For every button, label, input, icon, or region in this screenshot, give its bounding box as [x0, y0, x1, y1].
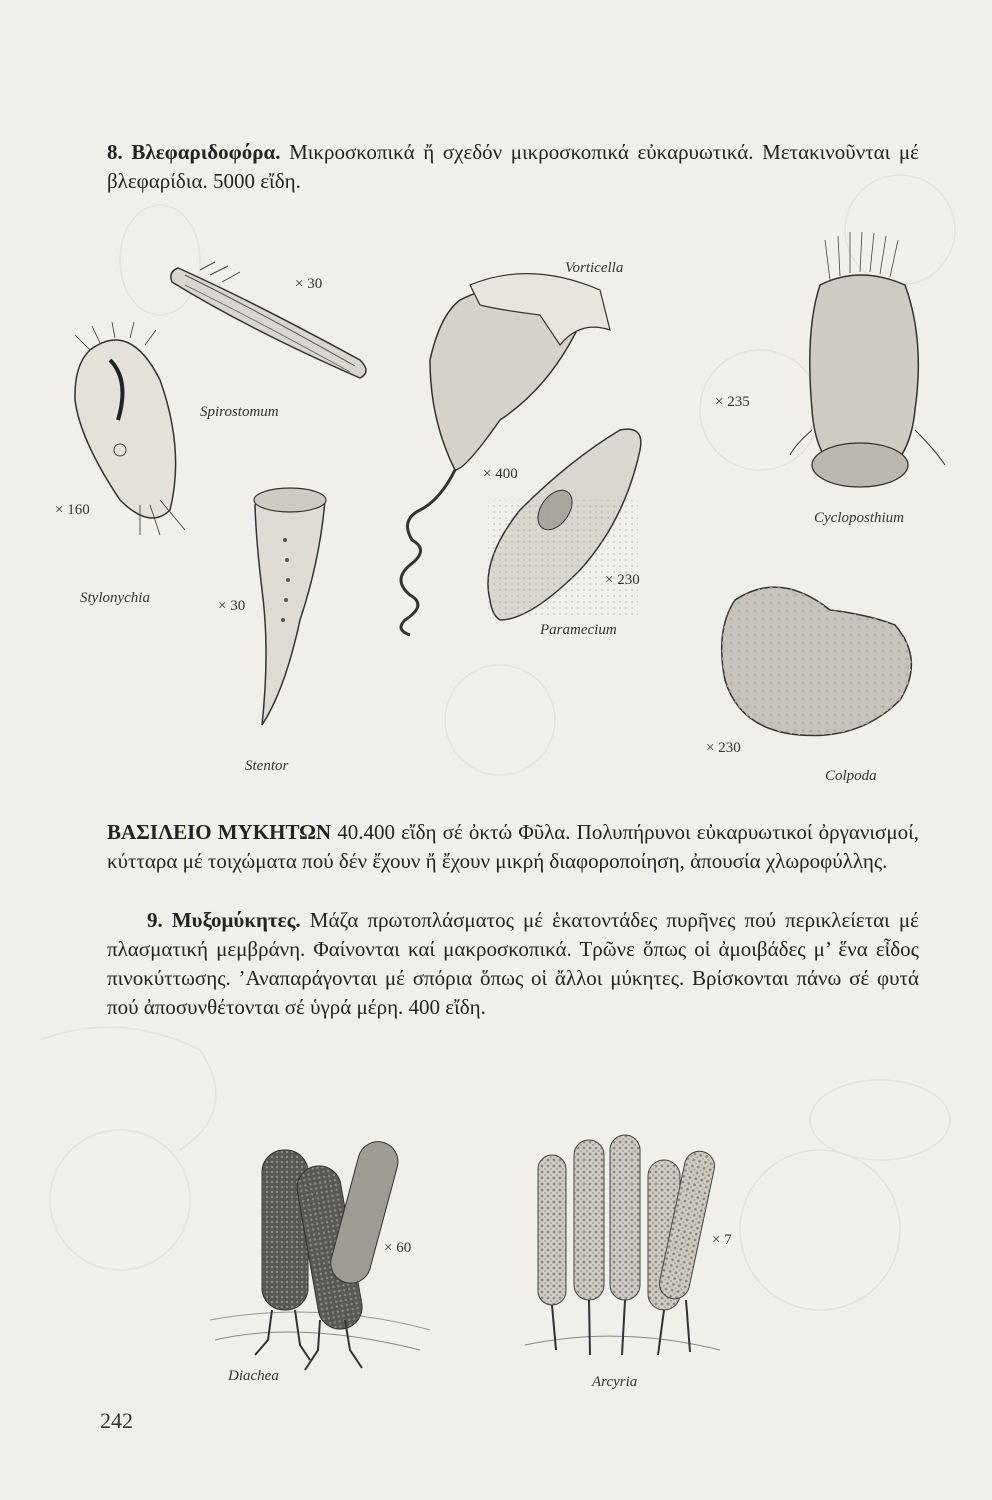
paramecium-magnification: × 230 [605, 572, 640, 588]
cycloposthium-magnification: × 235 [715, 394, 750, 410]
section-8-heading: Βλεφαριδοφόρα. [131, 140, 281, 164]
arcyria-label: Arcyria [592, 1374, 638, 1390]
section-8-number: 8. [107, 140, 123, 164]
stylonychia-label: Stylonychia [80, 590, 150, 606]
vorticella-magnification: × 400 [483, 466, 518, 482]
arcyria-drawing [525, 1135, 720, 1355]
stentor-label: Stentor [245, 758, 289, 774]
diachea-magnification: × 60 [384, 1240, 412, 1256]
stentor-magnification: × 30 [218, 598, 246, 614]
colpoda-label: Colpoda [825, 768, 877, 784]
section-8-text: Μικροσκοπικά ἤ σχεδόν μικροσκοπικά εὐκαρυωτικά. Μετακινοῦνται μέ βλεφαρίδια. 5000 εἴδη. [107, 140, 919, 193]
kingdom-heading: ΒΑΣΙΛΕΙΟ ΜΥΚΗΤΩΝ [107, 820, 332, 844]
kingdom-text: 40.400 εἴδη σέ ὀκτώ Φῦλα. Πολυπήρυνοι εὐκαρυωτικοί ὀργανισμοί, κύτταρα μέ τοιχώματα πού δέν ἔχουν ἤ ἔχουν μικρή διαφοροποίηση, ἀπουσία χλωροφύλλης. [107, 820, 920, 873]
spirostomum-label: Spirostomum [200, 404, 279, 420]
colpoda-magnification: × 230 [706, 740, 741, 756]
page-number: 242 [100, 1408, 133, 1433]
section-9-number: 9. [147, 908, 163, 932]
paramecium-label: Paramecium [540, 622, 617, 638]
spirostomum-magnification: × 30 [295, 276, 323, 292]
stylonychia-magnification: × 160 [55, 502, 90, 518]
section-9-text: Μάζα πρωτοπλάσματος μέ ἑκατοντάδες πυρῆνες πού περικλείεται μέ πλασματική μεμβράνη. Φαίνονται καί μακροσκοπικά. Τρῶνε ὅπως οἱ ἀμοιβάδες μ’ ἕνα εἶδος πινοκύττωσης. ’Αναπαράγονται μέ σπόρια ὅπως οἱ ἄλλοι μύκητες. Βρίσκονται πάνω σέ φυτά πού ἀποσυνθέτονται σέ ὑγρά μέρη. 400 εἴδη. [107, 908, 919, 1019]
section-9-heading: Μυξομύκητες. [171, 908, 301, 932]
vorticella-label: Vorticella [565, 260, 624, 276]
arcyria-magnification: × 7 [712, 1232, 732, 1248]
cycloposthium-label: Cycloposthium [814, 510, 904, 526]
diachea-label: Diachea [228, 1368, 279, 1384]
